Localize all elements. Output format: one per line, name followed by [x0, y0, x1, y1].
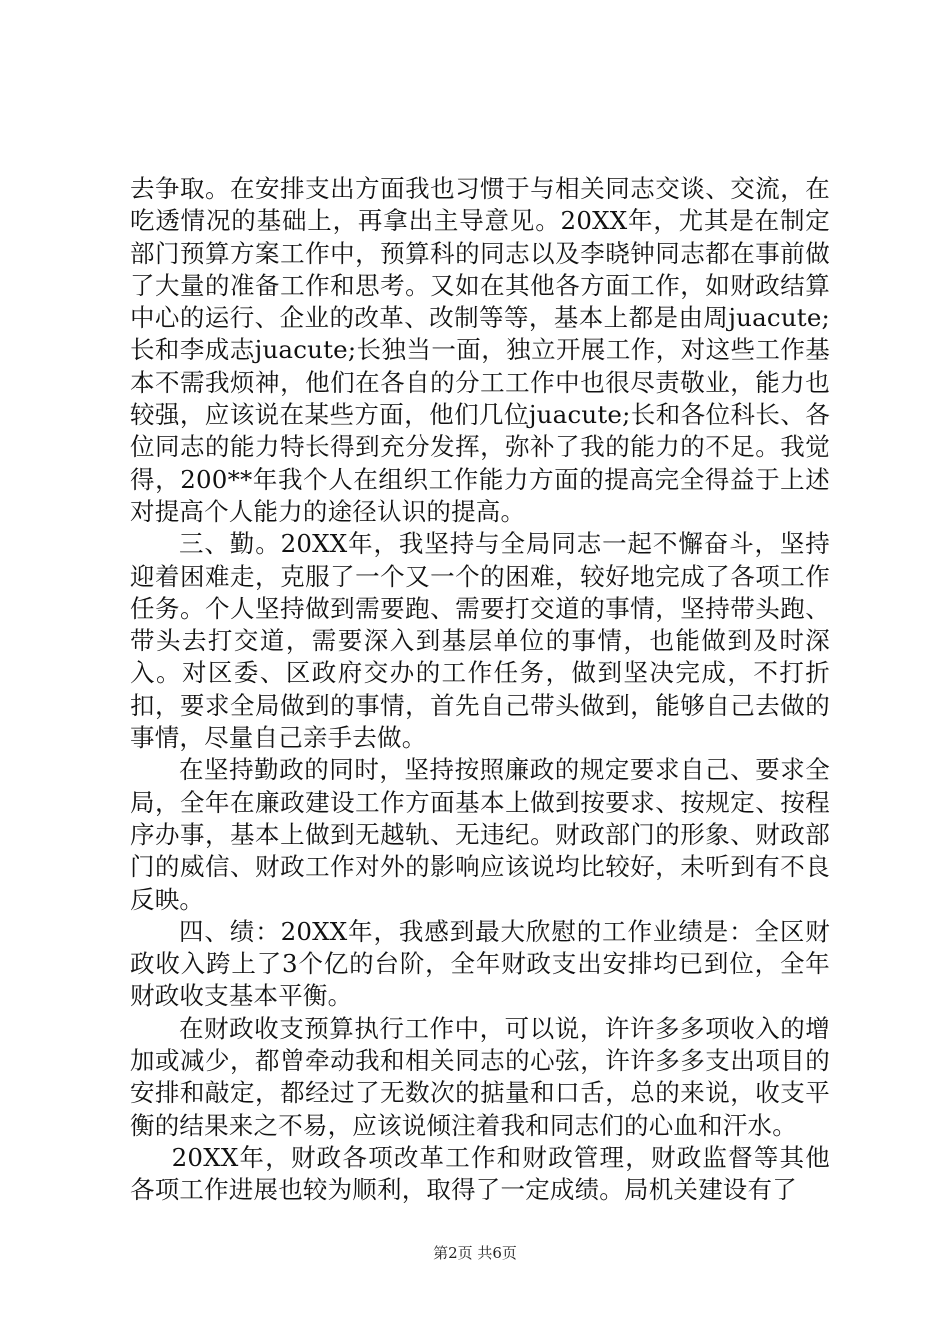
paragraph-integrity: 在坚持勤政的同时，坚持按照廉政的规定要求自己、要求全局，全年在廉政建设工作方面基本上做到按要求、按规定、按程序办事，基本上做到无越轨、无违纪。财政部门的形象、财政部门的威信、财政工作对外的影响应该说均比较好，未听到有不良反映。 — [130, 755, 830, 914]
paragraph-budget-execution: 在财政收支预算执行工作中，可以说，许许多多项收入的增加或减少，都曾牵动我和相关同志的心弦，许许多多支出项目的安排和敲定，都经过了无数次的掂量和口舌，总的来说，收支平衡的结果来之不易，应该说倾注着我和同志们的心血和汗水。 — [130, 1013, 830, 1140]
page-number-footer: 第2页 共6页 — [433, 1244, 517, 1262]
paragraph-performance: 四、绩：20XX年，我感到最大欣慰的工作业绩是：全区财政收入跨上了3个亿的台阶，全年财政支出安排均已到位，全年财政收支基本平衡。 — [130, 916, 830, 1011]
document-body — [130, 173, 830, 1207]
paragraph-diligence: 三、勤。20XX年，我坚持与全局同志一起不懈奋斗，坚持迎着困难走，克服了一个又一个的困难，较好地完成了各项工作任务。个人坚持做到需要跑、需要打交道的事情，坚持带头跑、带头去打交道，需要深入到基层单位的事情，也能做到及时深入。对区委、区政府交办的工作任务，做到坚决完成，不打折扣，要求全局做到的事情，首先自己带头做到，能够自己去做的事情，尽量自己亲手去做。 — [130, 529, 830, 753]
paragraph-continuation: 去争取。在安排支出方面我也习惯于与相关同志交谈、交流，在吃透情况的基础上，再拿出主导意见。20XX年，尤其是在制定部门预算方案工作中，预算科的同志以及李晓钟同志都在事前做了大量的准备工作和思考。又如在其他各方面工作，如财政结算中心的运行、企业的改革、改制等等，基本上都是由周juacute;长和李成志juacute;长独当一面，独立开展工作，对这些工作基本不需我烦神，他们在各自的分工工作中也很尽责敬业，能力也较强，应该说在某些方面，他们几位juacute;长和各位科长、各位同志的能力特长得到充分发挥，弥补了我的能力的不足。我觉得，200**年我个人在组织工作能力方面的提高完全得益于上述对提高个人能力的途径认识的提高。 — [130, 174, 830, 526]
paragraph-reform-work: 20XX年，财政各项改革工作和财政管理，财政监督等其他各项工作进展也较为顺利，取得了一定成绩。局机关建设有了 — [130, 1142, 830, 1205]
